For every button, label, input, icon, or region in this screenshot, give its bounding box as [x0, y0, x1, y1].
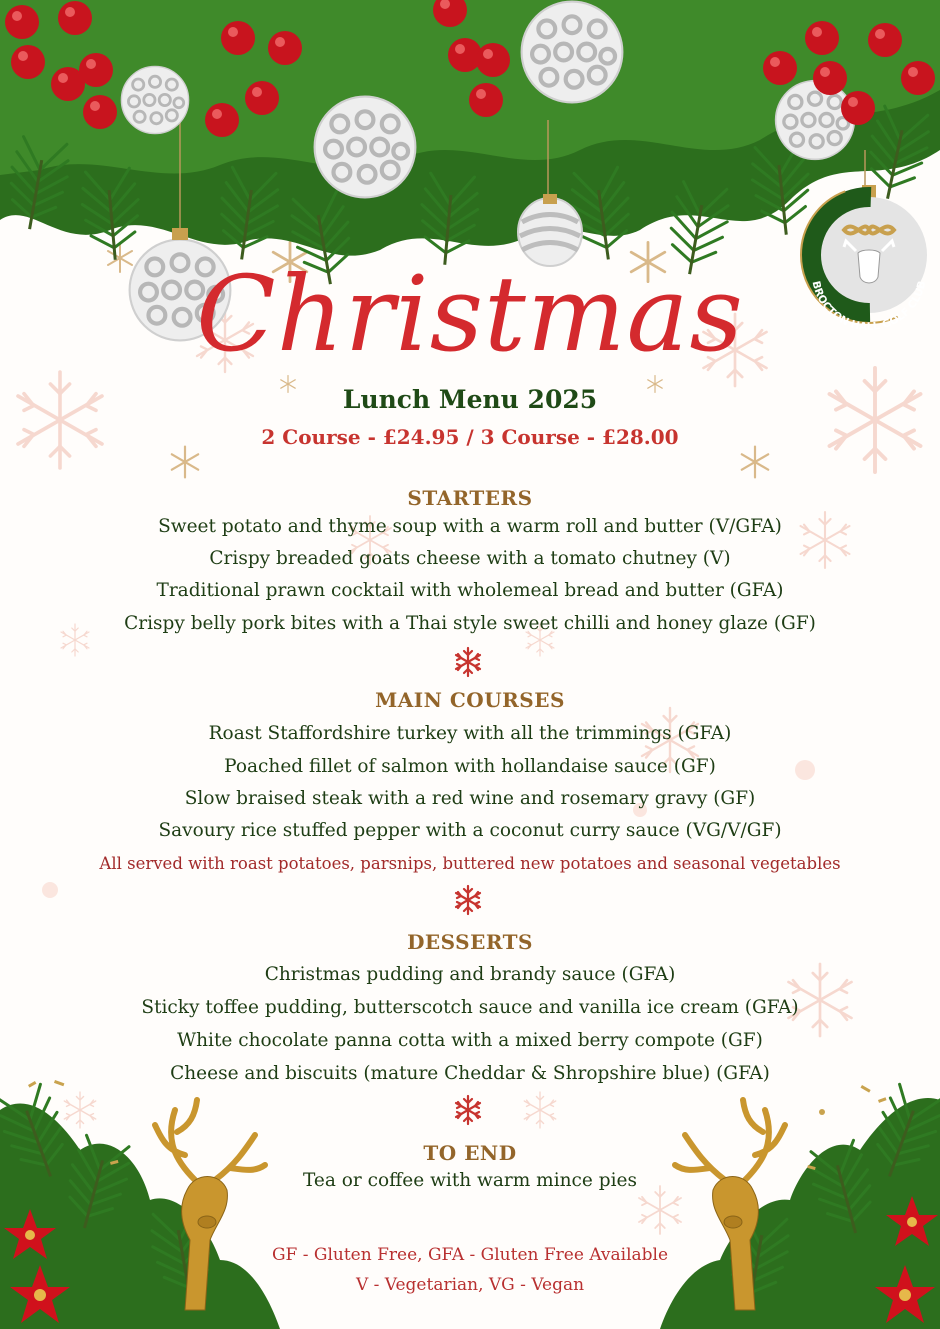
main-item: Roast Staffordshire turkey with all the trimmings (GFA)	[208, 723, 732, 744]
menu-prices: 2 Course - £24.95 / 3 Course - £28.00	[261, 425, 679, 449]
main-item: Slow braised steak with a red wine and rosemary gravy (GF)	[184, 788, 756, 809]
menu-subtitle: Lunch Menu 2025	[342, 385, 598, 414]
dietary-legend-line-1: GF - Gluten Free, GFA - Gluten Free Available	[271, 1245, 669, 1265]
desserts-heading: DESSERTS	[407, 930, 533, 954]
club-name: BROCTON HALL GOLF CLUB	[809, 279, 929, 334]
starter-item: Crispy breaded goats cheese with a tomato chutney (V)	[209, 548, 731, 569]
to-end-heading: TO END	[423, 1141, 517, 1165]
mains-note: All served with roast potatoes, parsnips, buttered new potatoes and seasonal vegetables	[99, 854, 841, 873]
starters-heading: STARTERS	[407, 486, 533, 510]
main-item: Savoury rice stuffed pepper with a coconut curry sauce (VG/V/GF)	[158, 820, 782, 841]
starter-item: Traditional prawn cocktail with wholemeal bread and butter (GFA)	[156, 580, 784, 601]
dessert-item: Sticky toffee pudding, butterscotch sauce and vanilla ice cream (GFA)	[141, 997, 799, 1018]
dessert-item: Cheese and biscuits (mature Cheddar & Shropshire blue) (GFA)	[170, 1063, 770, 1084]
dessert-item: Christmas pudding and brandy sauce (GFA)	[264, 964, 676, 985]
snowflake-divider-icon	[452, 884, 484, 916]
main-item: Poached fillet of salmon with hollandaise sauce (GF)	[224, 756, 716, 777]
dessert-item: White chocolate panna cotta with a mixed berry compote (GF)	[177, 1030, 763, 1051]
to-end-item: Tea or coffee with warm mince pies	[303, 1170, 637, 1191]
menu-title: Christmas	[196, 253, 744, 375]
mains-heading: MAIN COURSES	[375, 688, 565, 712]
starter-item: Crispy belly pork bites with a Thai style sweet chilli and honey glaze (GF)	[124, 613, 816, 634]
dietary-legend-line-2: V - Vegetarian, VG - Vegan	[355, 1275, 585, 1295]
starter-item: Sweet potato and thyme soup with a warm roll and butter (V/GFA)	[158, 516, 782, 537]
snowflake-divider-icon	[452, 1094, 484, 1126]
snowflake-divider-icon	[452, 646, 484, 678]
